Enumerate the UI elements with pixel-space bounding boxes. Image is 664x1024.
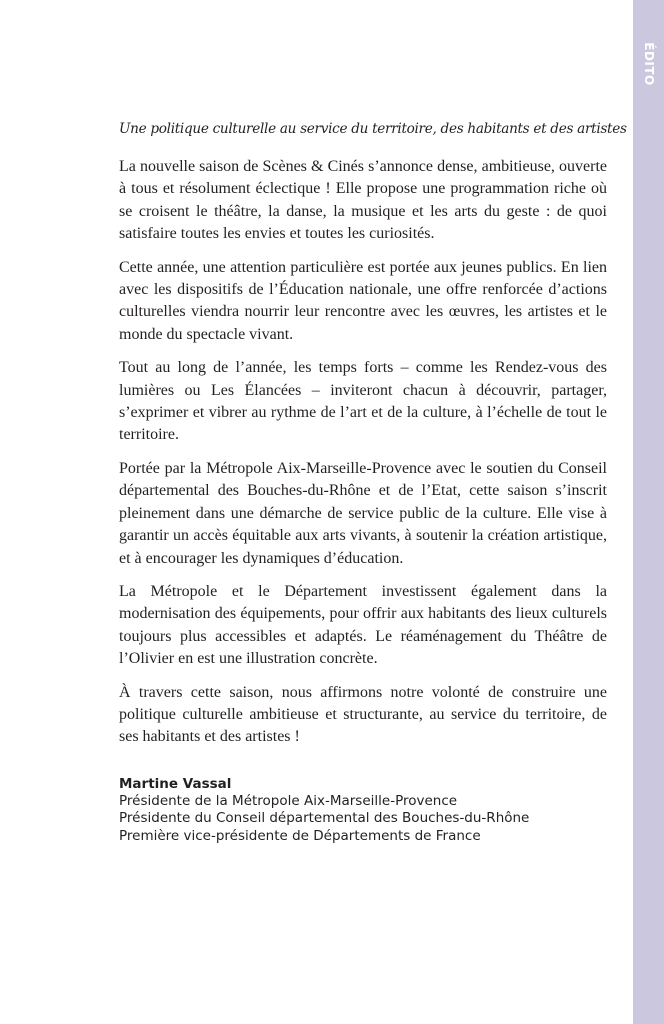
side-tab-label: ÉDITO	[641, 42, 656, 86]
side-tab-label-box	[633, 34, 664, 94]
signatory-title-3: Première vice-présidente de Départements de France	[119, 827, 481, 844]
editorial-intro: Une politique culturelle au service du territoire, des habitants et des artistes	[119, 121, 627, 137]
editorial-content	[119, 119, 627, 845]
signatory-title-2: Présidente du Conseil départemental des Bouches-du-Rhône	[119, 810, 530, 827]
paragraph-1: La nouvelle saison de Scènes & Cinés s’annonce dense, ambitieuse, ouverte à tous et résolument éclectique ! Elle propose une programmation riche où se croisent le théâtre, la danse, la musique et les arts du geste : de quoi satisfaire toutes les envies et toutes les curiosités.	[119, 158, 607, 243]
signatory-name: Martine Vassal	[119, 775, 232, 792]
paragraph-4: Portée par la Métropole Aix-Marseille-Provence avec le soutien du Conseil départemental des Bouches-du-Rhône et de l’Etat, cette saison s’inscrit pleinement dans une démarche de service public de la culture. Elle vise à garantir un accès équitable aux arts vivants, à soutenir la création artistique, et à encourager les dynamiques d’éducation.	[119, 459, 607, 567]
signatory-title-1: Présidente de la Métropole Aix-Marseille-Provence	[119, 793, 458, 810]
side-tab	[633, 0, 664, 1024]
paragraph-2: Cette année, une attention particulière est portée aux jeunes publics. En lien avec les dispositifs de l’Éducation nationale, une offre renforcée d’actions culturelles viendra nourrir leur rencontre avec les œuvres, les artistes et le monde du spectacle vivant.	[119, 258, 607, 343]
paragraph-6: À travers cette saison, nous affirmons notre volonté de construire une politique culturelle ambitieuse et structurante, au service du territoire, de ses habitants et des artistes !	[119, 683, 607, 746]
paragraph-3: Tout au long de l’année, les temps forts – comme les Rendez-vous des lumières ou Les Élancées – inviteront chacun à découvrir, partager, s’exprimer et vibrer au rythme de l’art et de la culture, à l’échelle de tout le territoire.	[119, 359, 607, 444]
signature-block	[119, 776, 607, 845]
paragraph-5: La Métropole et le Département investissent également dans la modernisation des équipements, pour offrir aux habitants des lieux culturels toujours plus accessibles et adaptés. Le réaménagement du Théâtre de l’Olivier en est une illustration concrète.	[119, 582, 607, 668]
